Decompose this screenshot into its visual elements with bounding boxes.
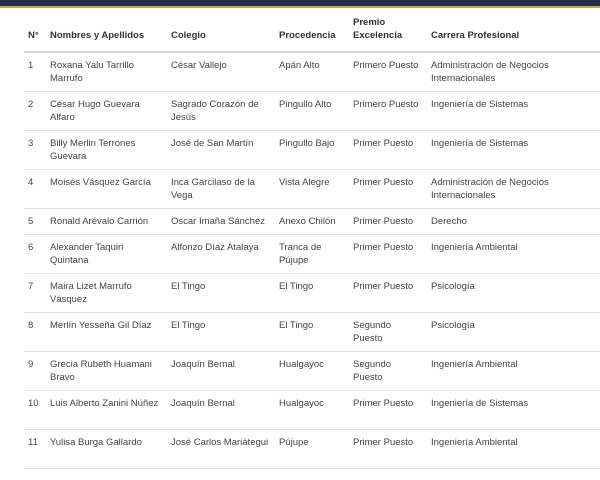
cell-number: 2 [24, 92, 46, 131]
cell-school: Joaquín Bernal [167, 352, 275, 391]
table-header-row [24, 10, 600, 52]
cell-name: Maira Lizet Marrufo Vásquez [46, 274, 167, 313]
cell-origin: Pújupe [275, 430, 349, 469]
table-row [24, 391, 600, 430]
table-row [24, 92, 600, 131]
cell-number: 9 [24, 352, 46, 391]
cell-award: Primer Puesto [349, 235, 427, 274]
cell-career: Psicología [427, 313, 600, 352]
header-name: Nombres y Apellidos [46, 10, 167, 52]
cell-name: Moisés Vásquez García [46, 170, 167, 209]
cell-career: Ingeniería Ambiental [427, 352, 600, 391]
cell-award: Primero Puesto [349, 52, 427, 92]
header-origin: Procedencia [275, 10, 349, 52]
cell-origin: El Tingo [275, 274, 349, 313]
cell-school: César Vallejo [167, 52, 275, 92]
cell-school: Oscar Imaña Sánchez [167, 209, 275, 235]
cell-school: El Tingo [167, 313, 275, 352]
cell-school: Joaquín Bernal [167, 391, 275, 430]
table-row [24, 52, 600, 92]
cell-award: Primer Puesto [349, 131, 427, 170]
cell-name: Billy Merlin Terrones Guevara [46, 131, 167, 170]
cell-career: Derecho [427, 209, 600, 235]
cell-career: Psicología [427, 274, 600, 313]
cell-number: 5 [24, 209, 46, 235]
winners-table [24, 10, 600, 469]
cell-name: Alexander Taquiri Quintana [46, 235, 167, 274]
header-career: Carrera Profesional [427, 10, 600, 52]
cell-award: Primer Puesto [349, 430, 427, 469]
cell-origin: Pingullo Bajo [275, 131, 349, 170]
cell-school: Inca Garcilaso de la Vega [167, 170, 275, 209]
cell-award: Primer Puesto [349, 170, 427, 209]
table-row [24, 170, 600, 209]
cell-award: Primero Puesto [349, 92, 427, 131]
cell-name: Merlín Yesseña Gil Díaz [46, 313, 167, 352]
header-award: Premio Excelencia [349, 10, 427, 52]
cell-award: Segundo Puesto [349, 352, 427, 391]
cell-name: Grecia Rubeth Huamani Bravo [46, 352, 167, 391]
cell-career: Ingeniería de Sistemas [427, 131, 600, 170]
cell-award: Segundo Puesto [349, 313, 427, 352]
cell-origin: Pingullo Alto [275, 92, 349, 131]
cell-award: Primer Puesto [349, 274, 427, 313]
cell-career: Ingeniería de Sistemas [427, 92, 600, 131]
cell-origin: Tranca de Pújupe [275, 235, 349, 274]
cell-origin: Vista Alegre [275, 170, 349, 209]
cell-name: Ronald Arévalo Carrión [46, 209, 167, 235]
table-row [24, 313, 600, 352]
cell-number: 6 [24, 235, 46, 274]
table-row [24, 274, 600, 313]
cell-origin: El Tingo [275, 313, 349, 352]
cell-origin: Anexo Chilón [275, 209, 349, 235]
table-row [24, 209, 600, 235]
header-number: N° [24, 10, 46, 52]
cell-number: 8 [24, 313, 46, 352]
cell-number: 7 [24, 274, 46, 313]
cell-school: Sagrado Corazón de Jesús [167, 92, 275, 131]
cell-school: José Carlos Mariátegui [167, 430, 275, 469]
cell-name: Yulisa Burga Gallardo [46, 430, 167, 469]
table-row [24, 235, 600, 274]
cell-number: 1 [24, 52, 46, 92]
cell-number: 11 [24, 430, 46, 469]
table-row [24, 131, 600, 170]
cell-name: Luis Alberto Zanini Núñez [46, 391, 167, 430]
cell-name: César Hugo Guevara Alfaro [46, 92, 167, 131]
cell-award: Primer Puesto [349, 391, 427, 430]
cell-number: 3 [24, 131, 46, 170]
table-row [24, 352, 600, 391]
cell-origin: Hualgayoc [275, 391, 349, 430]
cell-school: Alfonzo Díaz Atalaya [167, 235, 275, 274]
cell-origin: Apán Alto [275, 52, 349, 92]
cell-number: 10 [24, 391, 46, 430]
cell-career: Ingeniería de Sistemas [427, 391, 600, 430]
cell-career: Ingeniería Ambiental [427, 430, 600, 469]
top-banner-accent [0, 6, 600, 8]
cell-career: Ingeniería Ambiental [427, 235, 600, 274]
cell-name: Roxana Yalu Tarrillo Marrufo [46, 52, 167, 92]
header-school: Colegio [167, 10, 275, 52]
cell-award: Primer Puesto [349, 209, 427, 235]
cell-career: Administración de Negocios Internacionales [427, 170, 600, 209]
cell-school: José de San Martín [167, 131, 275, 170]
cell-origin: Hualgayoc [275, 352, 349, 391]
table-row [24, 430, 600, 469]
cell-number: 4 [24, 170, 46, 209]
cell-career: Administración de Negocios Internacionales [427, 52, 600, 92]
cell-school: El Tingo [167, 274, 275, 313]
